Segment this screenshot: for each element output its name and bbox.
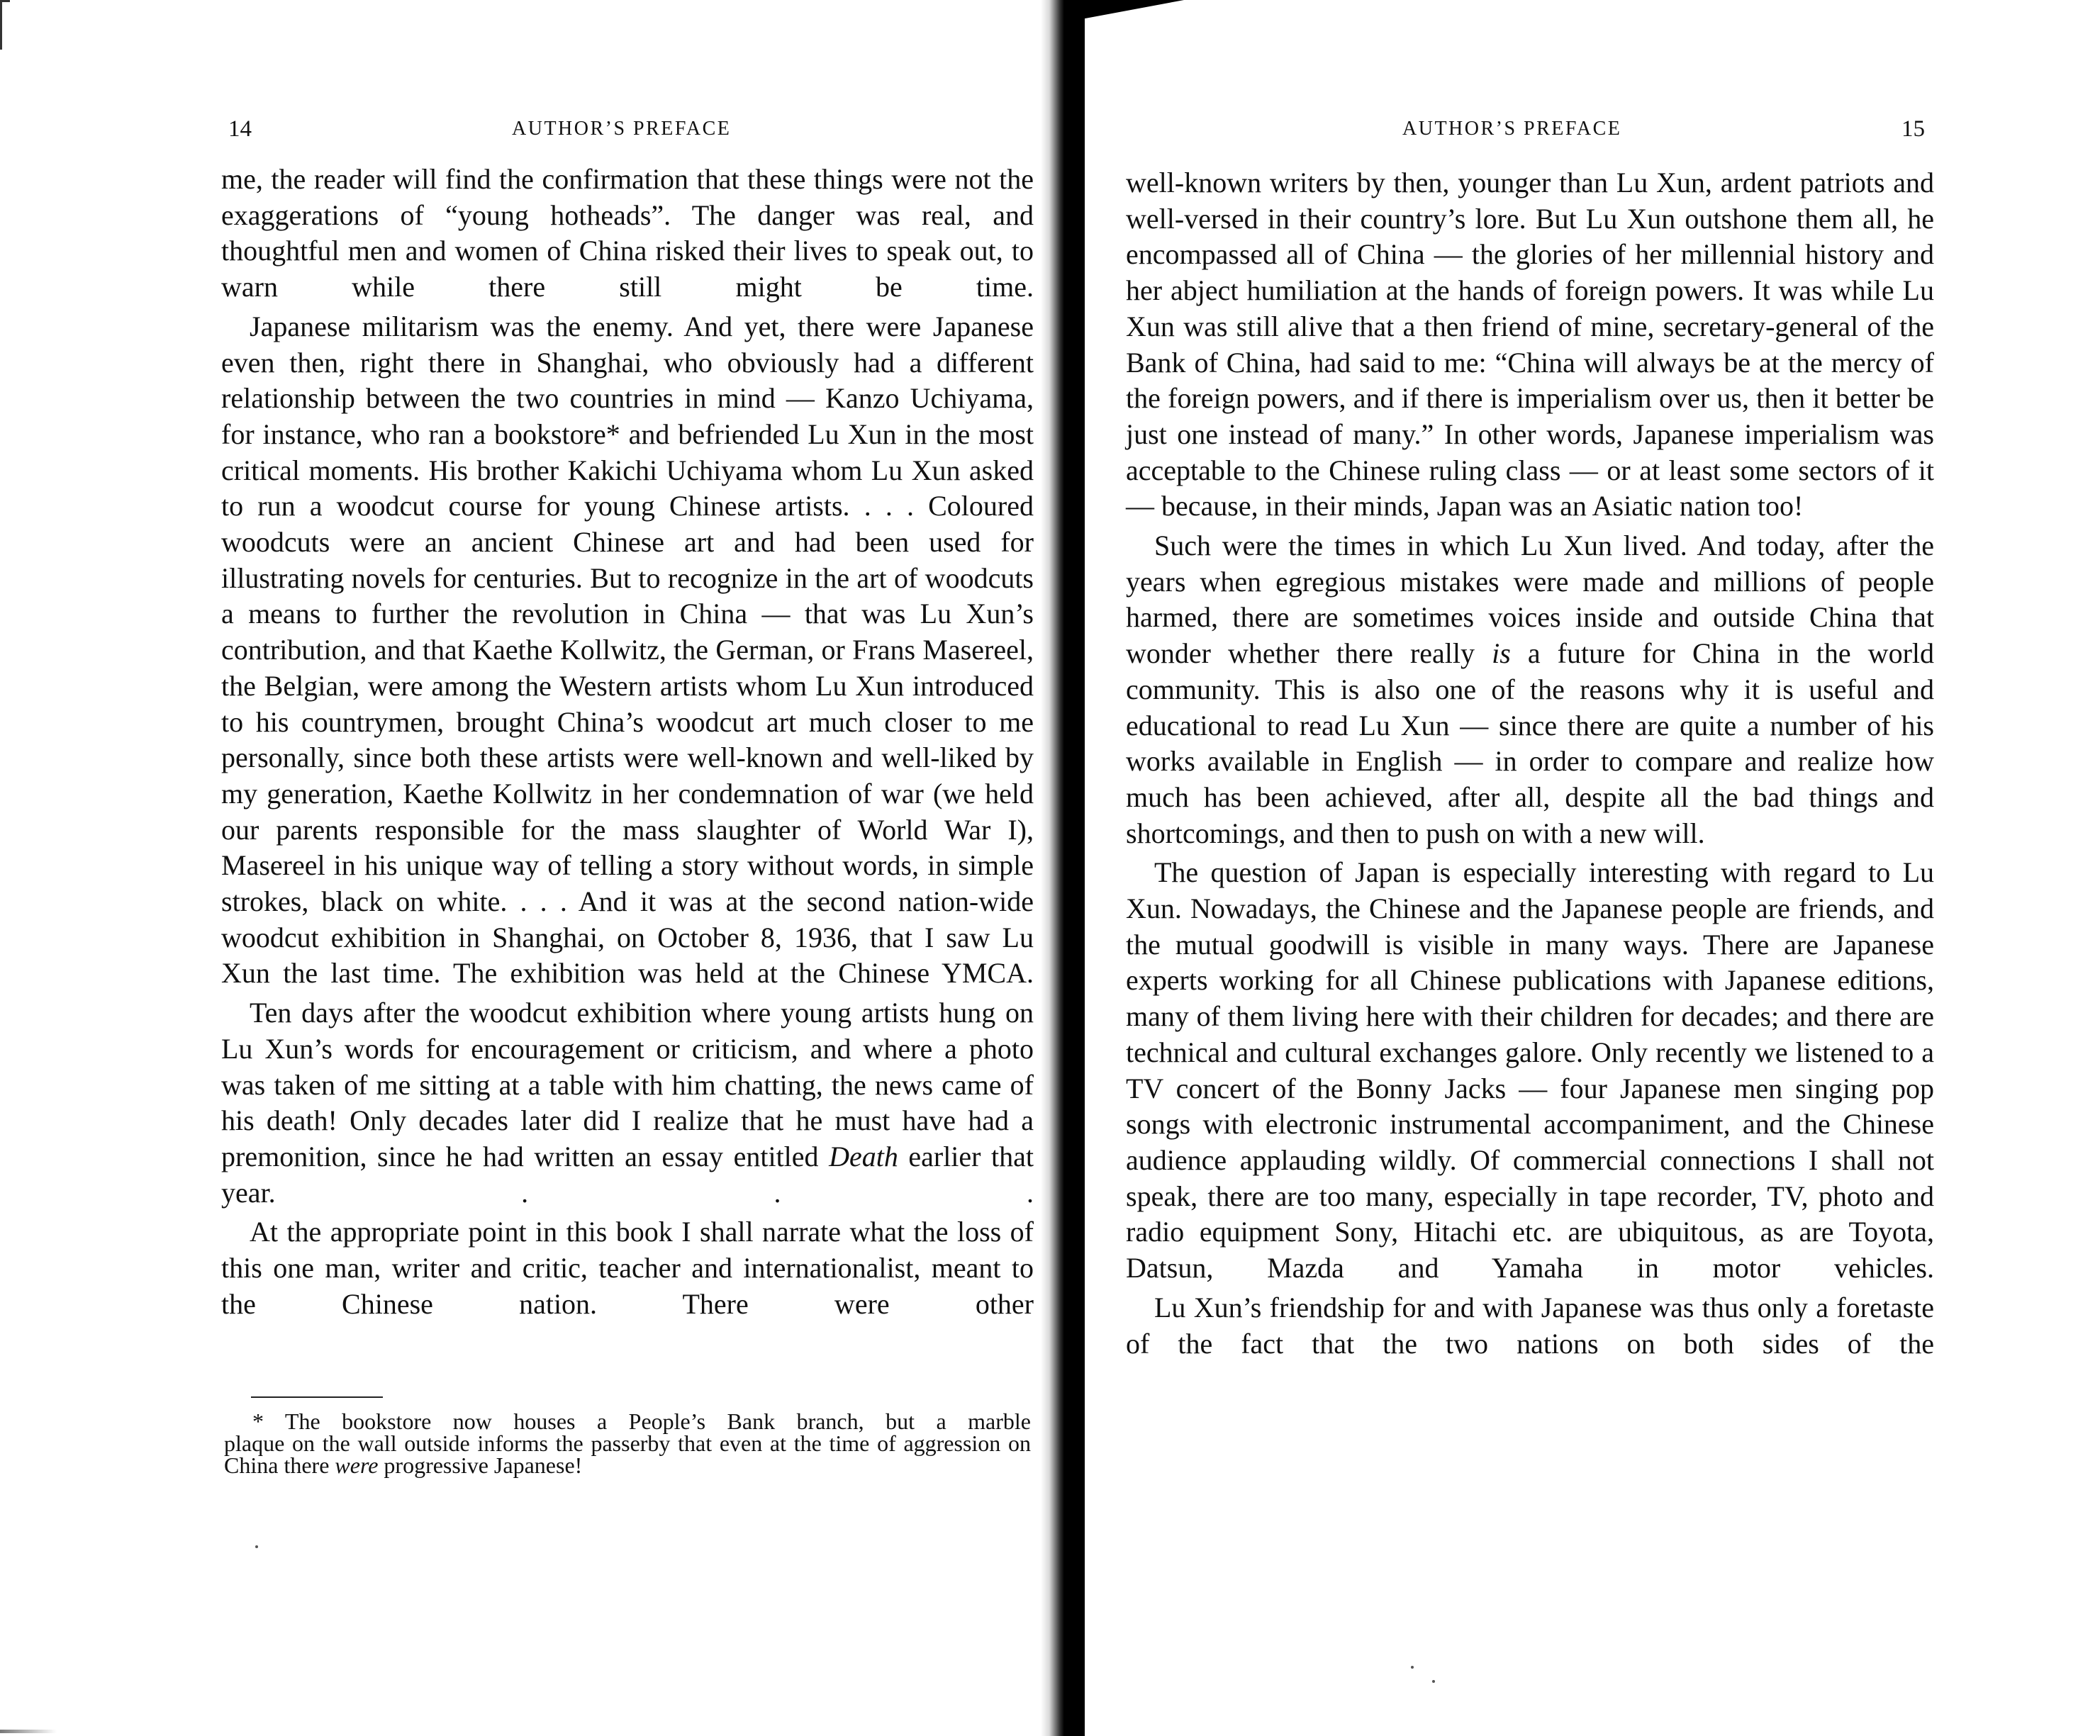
scan-corner-mark [0,0,12,50]
scan-speck [1411,1666,1414,1669]
right-page-number: 15 [1901,116,1925,142]
right-paragraph-1: well-known writers by then, younger than Lu Xun, ardent patriots and well-versed in their country’s lore. But Lu Xun outshone them all, he encompassed all of China — the glories of her millennial history and her abject humiliation at the hands of foreign powers. It was while Lu Xun was still alive that a then friend of mine, secretary-general of the Bank of China, had said to me: “China will always be at the mercy of the foreign powers, and if there is imperialism over us, then it better be just one instead of many.” In other words, Japanese imperialism was acceptable to the Chinese ruling class — or at least some sectors of it — because, in their minds, Japan was an Asiatic nation too! [1126,167,1934,522]
book-gutter [1041,0,1083,1736]
left-page-number: 14 [228,116,252,142]
left-paragraph-3-emphasis: Death [829,1140,898,1172]
left-paragraph-4: At the appropriate point in this book I shall narrate what the loss of this one man, writer and critic, teacher and internationalist, meant to the Chinese nation. There were other [221,1216,1034,1320]
footnote-tail: progressive Japanese! [378,1452,583,1478]
right-running-head: AUTHOR’S PREFACE [1402,118,1622,140]
right-paragraph-4: Lu Xun’s friendship for and with Japanese was thus only a foretaste of the fact that the two nations on both sides of the [1126,1291,1934,1360]
scan-speck [1432,1680,1435,1683]
right-paragraph-2 [1126,528,1934,851]
right-paragraph-2-text: Such were the times in which Lu Xun lived. And today, after the years when egregious mistakes were made and millions of people harmed, there are sometimes voices inside and outside China that wonder whether there really [1126,530,1934,670]
right-body-text [1126,165,1934,1362]
footnote-first-line: * The bookstore now houses a People’s Bank branch, but a marble [252,1409,1031,1434]
right-paragraph-3: The question of Japan is especially interesting with regard to Lu Xun. Nowadays, the Chinese and the Japanese people are friends, and the mutual goodwill is visible in many ways. There are Japanese experts working for all Chinese publications with Japanese editions, many of them living here with their children for decades; and there are technical and cultural exchanges galore. Only recently we listened to a TV concert of the Bonny Jacks — four Japanese men singing pop songs with electronic instrumental accompaniment, and the Chinese audience applauding wildly. Of commercial connections I shall not speak, there are too many, especially in tape recorder, TV, photo and radio equipment Sony, Hitachi etc. are ubiquitous, as are Toyota, Datsun, Mazda and Yamaha in motor vehicles. [1126,856,1934,1284]
left-paragraph-3-text: Ten days after the woodcut exhibition where young artists hung on Lu Xun’s words for encouragement or criticism, and where a photo was taken of me sitting at a table with him chatting, the news came of his death! Only decades later did I realize that he must have had a premonition, since he had written an essay entitled [221,997,1034,1172]
right-paragraph-2-emphasis: is [1492,637,1511,670]
footnote-emphasis: were [335,1452,379,1478]
scan-smudge [0,1730,57,1733]
scan-speck [255,1545,258,1548]
left-running-head: AUTHOR’S PREFACE [512,118,732,140]
footnote-text: plaque on the wall outside informs the passerby that even at the time of aggression on China there [224,1430,1031,1478]
left-paragraph-1: me, the reader will find the confirmation that these things were not the exaggerations of “young hotheads”. The danger was real, and thoughtful men and women of China risked their lives to speak out, to warn while there still might be time. [221,163,1034,303]
gutter-shadow [1078,0,1085,1736]
footnote [224,1411,1031,1477]
footnote-rule [251,1396,383,1398]
left-body-text [221,162,1034,1323]
left-paragraph-3 [221,995,1034,1211]
left-paragraph-3-tail: earlier that year. . . . [221,1140,1034,1209]
right-paragraph-2-tail: a future for China in the world community. This is also one of the reasons why it is useful and educational to read Lu Xun — since there are quite a number of his works available in English — in order to compare and realize how much has been achieved, after all, despite all the bad things and shortcomings, and then to push on with a new will. [1126,637,1935,849]
left-paragraph-2: Japanese militarism was the enemy. And yet, there were Japanese even then, right there in Shanghai, who obviously had a different relationship between the two countries in mind — Kanzo Uchiyama, for instance, who ran a bookstore* and befriended Lu Xun in the most critical moments. His brother Kakichi Uchiyama whom Lu Xun asked to run a woodcut course for young Chinese artists. . . . Coloured woodcuts were an ancient Chinese art and had been used for illustrating novels for centuries. But to recognize in the art of woodcuts a means to further the revolution in China — that was Lu Xun’s contribution, and that Kaethe Kollwitz, the German, or Frans Masereel, the Belgian, were among the Western artists whom Lu Xun introduced to his countrymen, brought China’s woodcut art much closer to me personally, since both these artists were well-known and well-liked by my generation, Kaethe Kollwitz in her condemnation of war (we held our parents responsible for the mass slaughter of World War I), Masereel in his unique way of telling a story without words, in simple strokes, black on white. . . . And it was at the second nation-wide woodcut exhibition in Shanghai, on October 8, 1936, that I saw Lu Xun the last time. The exhibition was held at the Chinese YMCA. [221,310,1034,990]
